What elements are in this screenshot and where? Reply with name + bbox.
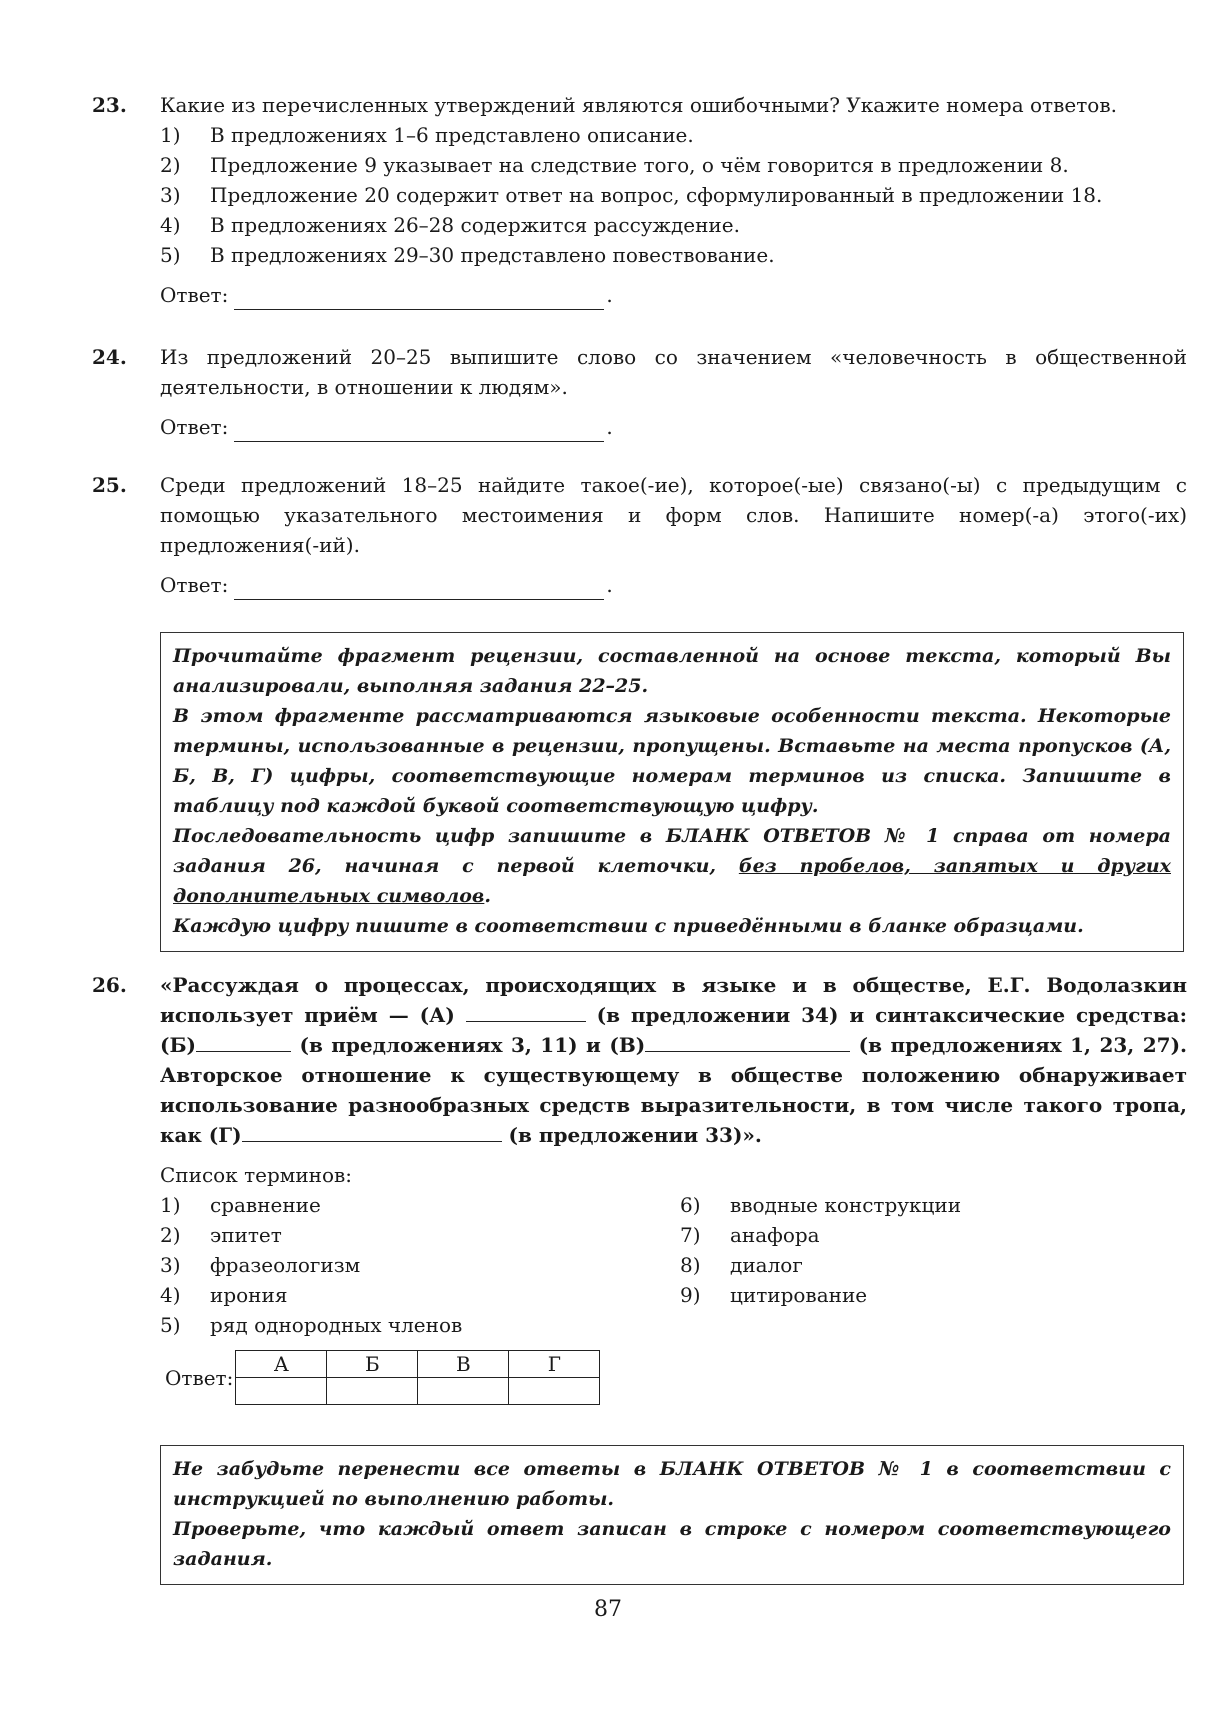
- answer-blank[interactable]: [234, 419, 604, 442]
- answer-label: Ответ:: [160, 573, 229, 597]
- task-25: [92, 470, 1187, 600]
- answer-cell[interactable]: [236, 1378, 327, 1405]
- option: 2) Предложение 9 указывает на следствие того, о чём говорится в предложении 8.: [160, 153, 1069, 177]
- instruction-text: Последовательность цифр запишите в БЛАНК ОТВЕТОВ № 1 справа от номера задания 26, начиная с первой клеточки, без пробелов, запятых и других дополнительных символов.: [173, 825, 1171, 907]
- option: 1) В предложениях 1–6 представлено описание.: [160, 123, 694, 147]
- option: 4) В предложениях 26–28 содержится рассуждение.: [160, 213, 740, 237]
- term-item: 6) вводные конструкции: [680, 1193, 962, 1217]
- review-fragment: «Рассуждая о процессах, происходящих в языке и в обществе, Е.Г. Водолазкин использует приём — (А) (в предложении 34) и синтаксические средства: (Б) (в предложениях 3, 11) и (В) (в предложениях 1, 23, 27). Авторское отношение к существующему в обществе положению обнаруживает использование разнообразных средств выразительности, в том числе такого тропа, как (Г) (в предложении 33)».: [160, 973, 1187, 1147]
- answer-blank[interactable]: [234, 577, 604, 600]
- gap-b[interactable]: [196, 1031, 291, 1052]
- answer-table-block: [165, 1350, 600, 1405]
- task-question: Среди предложений 18–25 найдите такое(-ие), которое(-ые) связано(-ы) с предыдущим с помощью указательного местоимения и форм слов. Напишите номер(-а) этого(-их) предложения(-ий).: [160, 473, 1187, 557]
- task-26: [92, 970, 1187, 1150]
- term-item: 1) сравнение: [160, 1193, 321, 1217]
- table-header: Б: [327, 1351, 418, 1378]
- answer-cell[interactable]: [418, 1378, 509, 1405]
- term-item: 4) ирония: [160, 1283, 288, 1307]
- answer-label: Ответ:: [165, 1365, 234, 1390]
- task-number: 23.: [92, 93, 127, 117]
- answer-line: Ответ: .: [160, 280, 1187, 310]
- task-number: 24.: [92, 345, 127, 369]
- table-header: Г: [509, 1351, 600, 1378]
- answer-label: Ответ:: [160, 415, 229, 439]
- answer-label: Ответ:: [160, 283, 229, 307]
- reminder-text: Проверьте, что каждый ответ записан в строке с номером соответствующего задания.: [173, 1518, 1171, 1570]
- term-item: 5) ряд однородных членов: [160, 1313, 463, 1337]
- answer-table: [235, 1350, 600, 1405]
- table-header: А: [236, 1351, 327, 1378]
- terms-column-right: [680, 1190, 961, 1310]
- term-item: 2) эпитет: [160, 1223, 282, 1247]
- answer-cell[interactable]: [327, 1378, 418, 1405]
- term-item: 9) цитирование: [680, 1283, 868, 1307]
- task-24: [92, 342, 1187, 442]
- reminder-text: Не забудьте перенести все ответы в БЛАНК ОТВЕТОВ № 1 в соответствии с инструкцией по выполнению работы.: [173, 1458, 1171, 1510]
- task-question: Какие из перечисленных утверждений являются ошибочными? Укажите номера ответов.: [160, 93, 1117, 117]
- gap-v[interactable]: [645, 1031, 850, 1052]
- gap-a[interactable]: [466, 1001, 586, 1022]
- task-number: 26.: [92, 973, 127, 997]
- answer-cell[interactable]: [509, 1378, 600, 1405]
- instruction-text: Каждую цифру пишите в соответствии с приведёнными в бланке образцами.: [173, 915, 1084, 937]
- instruction-text: В этом фрагменте рассматриваются языковые особенности текста. Некоторые термины, использованные в рецензии, пропущены. Вставьте на места пропусков (А, Б, В, Г) цифры, соответствующие номерам терминов из списка. Запишите в таблицу под каждой буквой соответствующую цифру.: [173, 705, 1171, 817]
- terms-title: Список терминов:: [160, 1163, 353, 1187]
- answer-blank[interactable]: [234, 287, 604, 310]
- term-item: 7) анафора: [680, 1223, 820, 1247]
- reminder-box: [160, 1445, 1184, 1585]
- page-number: 87: [594, 1597, 622, 1622]
- instruction-text: Прочитайте фрагмент рецензии, составленной на основе текста, который Вы анализировали, выполняя задания 22–25.: [173, 645, 1171, 697]
- task-question: Из предложений 20–25 выпишите слово со значением «человечность в общественной деятельности, в отношении к людям».: [160, 345, 1187, 399]
- term-item: 3) фразеологизм: [160, 1253, 361, 1277]
- gap-g[interactable]: [242, 1121, 502, 1142]
- instruction-box: [160, 632, 1184, 952]
- answer-line: Ответ: .: [160, 412, 1187, 442]
- table-header: В: [418, 1351, 509, 1378]
- answer-line: Ответ: .: [160, 570, 1187, 600]
- option: 5) В предложениях 29–30 представлено повествование.: [160, 243, 775, 267]
- underlined-text: без пробелов, запятых и других дополнительных символов: [173, 855, 1171, 907]
- term-item: 8) диалог: [680, 1253, 803, 1277]
- option: 3) Предложение 20 содержит ответ на вопрос, сформулированный в предложении 18.: [160, 183, 1103, 207]
- terms-column-left: [160, 1190, 462, 1340]
- terms-list: [160, 1160, 1160, 1337]
- task-23: [92, 90, 1187, 310]
- task-number: 25.: [92, 473, 127, 497]
